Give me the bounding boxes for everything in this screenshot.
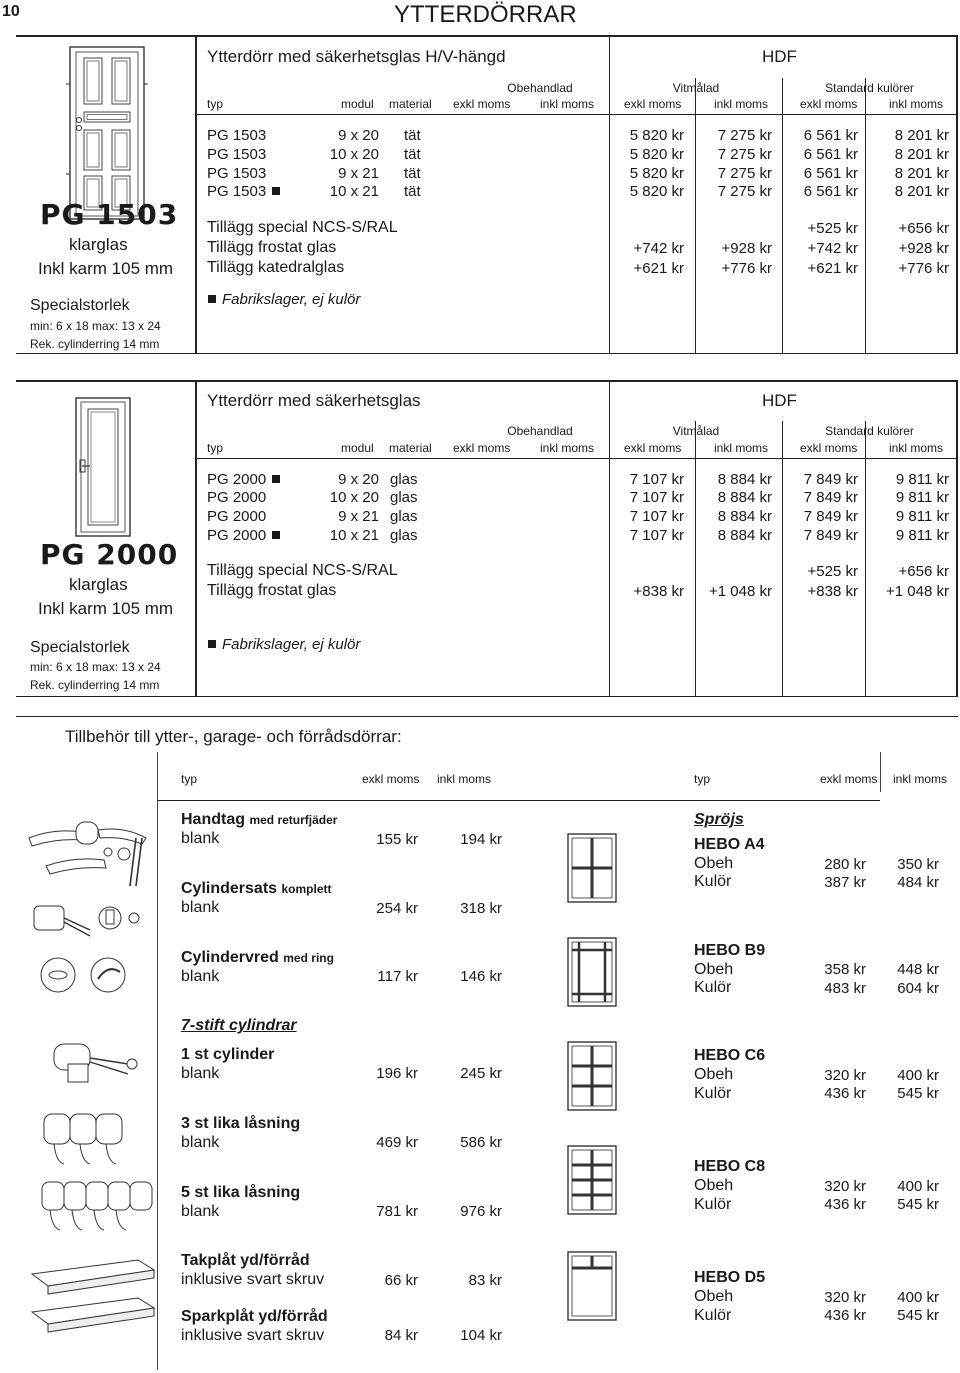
hdr-inkl: inkl moms	[893, 772, 948, 786]
accessories-title: Tillbehör till ytter-, garage- och förrådsdörrar:	[65, 727, 402, 746]
window-d5-icon	[566, 1250, 618, 1322]
page-number: 10	[2, 3, 20, 20]
special-size: min: 6 x 18 max: 13 x 24	[30, 319, 161, 333]
glass-pg2000: klarglas	[69, 575, 128, 594]
window-a4-icon	[566, 832, 618, 904]
hdr-inkl: inkl moms	[714, 441, 769, 455]
section-title: Ytterdörr med säkerhetsglas H/V-hängd	[207, 47, 506, 66]
sprojs-heading: Spröjs	[694, 811, 744, 828]
hdr-inkl: inkl moms	[437, 772, 492, 786]
hdr-typ: typ	[207, 97, 224, 111]
item-three-cylinders: 3 st lika låsning	[181, 1115, 301, 1132]
item-price-inkl: 586 kr	[460, 1134, 502, 1151]
thumb-turn-image	[38, 954, 138, 996]
section-title: Ytterdörr med säkerhetsglas	[207, 391, 421, 410]
door-pg1503-image	[62, 44, 148, 222]
item-price-exkl: 66 kr	[384, 1272, 418, 1289]
five-cylinders-image	[38, 1176, 158, 1238]
hdr-inkl: inkl moms	[714, 97, 769, 111]
hdf-label: HDF	[762, 47, 797, 66]
single-cylinder-image	[48, 1034, 148, 1099]
stift-heading: 7-stift cylindrar	[181, 1017, 297, 1034]
hdr-vitmalad: Vitmålad	[672, 424, 720, 438]
hdr-standard: Standard kulörer	[825, 424, 914, 438]
special-title: Specialstorlek	[30, 297, 130, 314]
frame-pg1503: Inkl karm 105 mm	[38, 259, 174, 278]
item-sparkplat: Sparkplåt yd/förråd	[181, 1308, 328, 1325]
hdr-material: material	[389, 97, 432, 111]
item-variant: inklusive svart skruv	[181, 1271, 325, 1288]
hdr-exkl: exkl moms	[453, 441, 511, 455]
stock-marker-icon	[208, 640, 216, 648]
hdr-typ: typ	[181, 772, 198, 786]
item-price-inkl: 194 kr	[460, 831, 502, 848]
hdr-inkl: inkl moms	[889, 97, 944, 111]
item-cylindersats: Cylindersats komplett	[181, 880, 332, 897]
item-price-exkl: 155 kr	[376, 831, 418, 848]
hdr-typ: typ	[694, 772, 711, 786]
item-cylindervred: Cylindervred med ring	[181, 949, 334, 966]
hdr-inkl: inkl moms	[540, 97, 595, 111]
hdr-exkl: exkl moms	[362, 772, 420, 786]
hdr-typ: typ	[207, 441, 224, 455]
hdr-obehandlad: Obehandlad	[507, 424, 573, 438]
item-one-cylinder: 1 st cylinder	[181, 1046, 275, 1063]
hdr-exkl: exkl moms	[624, 441, 682, 455]
stock-marker-icon	[272, 531, 280, 539]
hdr-exkl: exkl moms	[800, 441, 858, 455]
hdr-exkl: exkl moms	[800, 97, 858, 111]
item-variant: blank	[181, 830, 220, 847]
stock-marker-icon	[272, 187, 280, 195]
model-pg1503: PG 1503	[40, 198, 179, 231]
top-rule	[16, 35, 958, 37]
item-takplat: Takplåt yd/förråd	[181, 1252, 310, 1269]
item-price-exkl: 84 kr	[384, 1327, 418, 1344]
window-b9-icon	[566, 936, 618, 1008]
frame-pg2000: Inkl karm 105 mm	[38, 599, 174, 618]
hdr-modul: modul	[341, 441, 374, 455]
item-price-inkl: 318 kr	[460, 900, 502, 917]
item-handtag: Handtag med returfjäder	[181, 811, 338, 828]
item-price-inkl: 83 kr	[468, 1272, 502, 1289]
three-cylinders-image	[40, 1108, 150, 1170]
item-five-cylinders: 5 st lika låsning	[181, 1184, 301, 1201]
item-price-inkl: 976 kr	[460, 1203, 502, 1220]
hdr-standard: Standard kulörer	[825, 81, 914, 95]
item-price-inkl: 146 kr	[460, 968, 502, 985]
item-variant: blank	[181, 899, 220, 916]
item-price-exkl: 196 kr	[376, 1065, 418, 1082]
footnote: Fabrikslager, ej kulör	[208, 637, 360, 652]
hdr-exkl: exkl moms	[453, 97, 511, 111]
page-title: YTTERDÖRRAR	[394, 1, 577, 28]
footnote: Fabrikslager, ej kulör	[208, 292, 360, 307]
item-price-exkl: 254 kr	[376, 900, 418, 917]
item-price-inkl: 245 kr	[460, 1065, 502, 1082]
item-variant: blank	[181, 1203, 220, 1220]
hdr-exkl: exkl moms	[624, 97, 682, 111]
item-variant: blank	[181, 1065, 220, 1082]
stock-marker-icon	[272, 475, 280, 483]
hdf-label: HDF	[762, 391, 797, 410]
window-c8-icon	[566, 1144, 618, 1216]
item-price-exkl: 469 kr	[376, 1134, 418, 1151]
glass-pg1503: klarglas	[69, 235, 128, 254]
hdr-material: material	[389, 441, 432, 455]
special-title: Specialstorlek	[30, 639, 130, 656]
hdr-inkl: inkl moms	[889, 441, 944, 455]
door-pg2000-image	[72, 396, 134, 538]
special-size: min: 6 x 18 max: 13 x 24	[30, 660, 161, 674]
item-price-exkl: 117 kr	[377, 968, 418, 985]
item-variant: inklusive svart skruv	[181, 1327, 325, 1344]
model-pg2000: PG 2000	[40, 538, 179, 571]
hdr-exkl: exkl moms	[820, 772, 878, 786]
item-variant: blank	[181, 1134, 220, 1151]
item-price-inkl: 104 kr	[460, 1327, 502, 1344]
hdr-modul: modul	[341, 97, 374, 111]
hdr-obehandlad: Obehandlad	[507, 81, 573, 95]
window-c6-icon	[566, 1040, 618, 1112]
plates-image	[28, 1256, 158, 1346]
item-variant: blank	[181, 968, 220, 985]
item-price-exkl: 781 kr	[376, 1203, 418, 1220]
cylinder-ring: Rek. cylinderring 14 mm	[30, 678, 160, 692]
cylinder-set-image	[30, 900, 140, 955]
cylinder-ring: Rek. cylinderring 14 mm	[30, 337, 160, 351]
handle-image	[24, 808, 149, 898]
hdr-vitmalad: Vitmålad	[672, 81, 720, 95]
stock-marker-icon	[208, 295, 216, 303]
hdr-inkl: inkl moms	[540, 441, 595, 455]
